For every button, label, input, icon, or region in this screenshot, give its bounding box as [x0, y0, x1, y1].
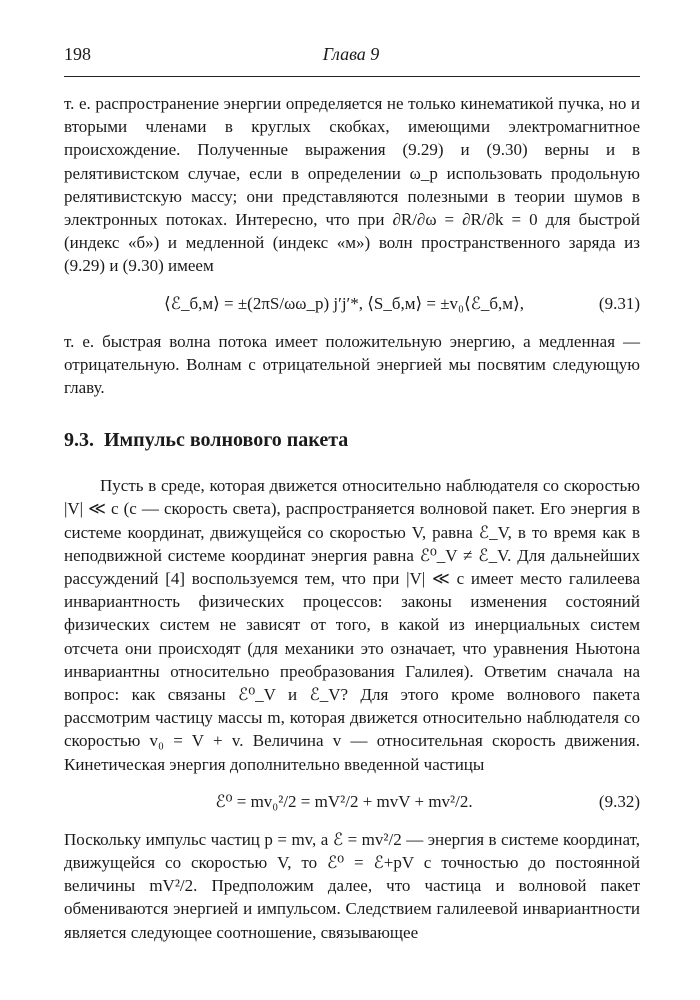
equation-9-31-expr: ⟨ℰ_б,м⟩ = ±(2πS/ωω_p) j′j′*, ⟨S_б,м⟩ = ±v₀⟨ℰ_б,м⟩, — [164, 293, 524, 313]
section-heading — [64, 429, 640, 452]
equation-9-32-number: (9.32) — [598, 791, 640, 811]
section-number: 9.3. — [64, 429, 94, 452]
equation-9-31-number: (9.31) — [598, 293, 640, 313]
section-title: Импульс волнового пакета — [104, 429, 349, 452]
paragraph-2: т. е. быстрая волна потока имеет положительную энергию, а медленная — отрицательную. Волнам с отрицательной энергией мы посвятим следующую главу. — [64, 331, 640, 398]
chapter-title: Глава 9 — [322, 44, 380, 64]
paragraph-3: Пусть в среде, которая движется относительно наблюдателя со скоростью |V| ≪ c (c — скорость света), распространяется волновой пакет. Его энергия в системе координат, движущейся со скоростью V, равна ℰ_V, в то время как в неподвижной системе координат энергия равна ℰ⁰_V ≠ ℰ_V. Для дальнейших рассуждений [4] воспользуемся тем, что при |V| ≪ c имеет место галилеева инвариантность физических процессов: законы изменения состояний физических систем не зависят от того, в какой из инерциальных систем отсчета они происходят (для механики это означает, что уравнения Ньютона инвариантны относительно преобразования Галилея). Ответим сначала на вопрос: как связаны ℰ⁰_V и ℰ_V? Для этого кроме волнового пакета рассмотрим частицу массы m, которая движется относительно наблюдателя со скоростью v₀ = V + v. Величина v — относительная скорость движения. Кинетическая энергия дополнительно введенной частицы — [64, 476, 640, 774]
running-header — [64, 44, 638, 65]
page-body — [64, 86, 640, 944]
paragraph-1: т. е. распространение энергии определяется не только кинематикой пучка, но и вторыми членами в круглых скобках, имеющими электромагнитное происхождение. Полученные выражения (9.29) и (9.30) верны и в релятивистском случае, если в определении ω_p использовать продольную релятивистскую массу; они представляются полезными в теории шумов в электронных потоках. Интересно, что при ∂R/∂ω = ∂R/∂k = 0 для быстрой (индекс «б») и медленной (индекс «м») волн пространственного заряда из (9.29) и (9.30) имеем — [64, 94, 640, 276]
equation-9-31 — [64, 278, 640, 330]
equation-9-32-expr: ℰ⁰ = mv₀²/2 = mV²/2 + mvV + mv²/2. — [215, 791, 473, 811]
header-rule — [64, 76, 640, 77]
equation-9-32 — [64, 776, 640, 828]
paragraph-4: Поскольку импульс частиц p = mv, а ℰ = mv²/2 — энергия в системе координат, движущейся со скоростью V, то ℰ⁰ = ℰ+pV с точностью до постоянной величины mV²/2. Предположим далее, что частица и волновой пакет обмениваются энергией и импульсом. Следствием галилеевой инвариантности является следующее соотношение, связывающее — [64, 829, 640, 942]
page-number: 198 — [64, 44, 91, 64]
